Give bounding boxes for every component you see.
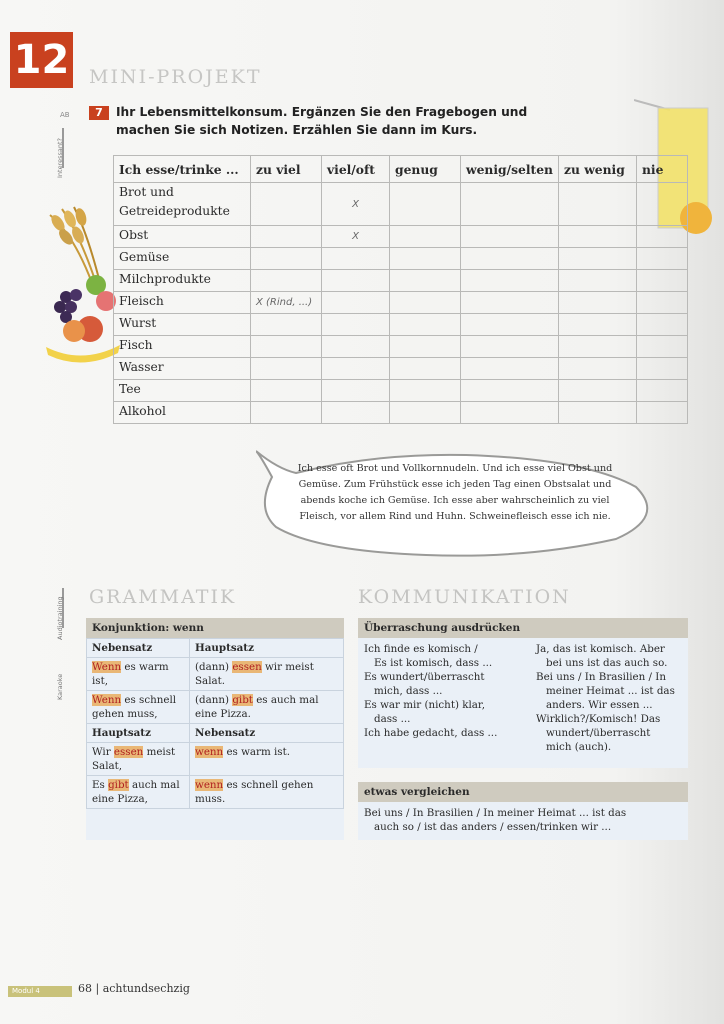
survey-mark-viel-oft [322,336,390,358]
grammar-table [86,638,344,809]
surprise-reply: Ja, das ist komisch. Aber [536,643,665,655]
surprise-phrase: Es ist komisch, dass ... [374,657,493,669]
survey-mark-viel-oft [322,270,390,292]
survey-mark-viel-oft [322,380,390,402]
survey-cell-genug [390,183,461,226]
survey-cell-nie [636,380,687,402]
task-number: 7 [89,106,109,120]
survey-food-cell: Wasser [114,358,251,380]
survey-food-cell: Tee [114,380,251,402]
survey-mark-viel-oft: X [322,183,390,226]
survey-cell-wenig-selten [461,336,559,358]
survey-col-viel-oft: viel/oft [322,156,390,183]
task-instruction: Ihr Lebensmittelkonsum. Ergänzen Sie den Fragebogen und machen Sie sich Notizen. Erzählen Sie dann im Kurs. [116,105,528,137]
survey-mark-zu-viel [251,270,322,292]
survey-cell-nie [636,314,687,336]
surprise-phrase: Ich habe gedacht, dass ... [364,727,498,739]
survey-mark-viel-oft: X [322,226,390,248]
survey-cell-zu-wenig [558,248,636,270]
surprise-reply: Wirklich?/Komisch! Das [536,713,661,725]
survey-cell-nie [636,402,687,424]
grammar-head-nebensatz: Nebensatz [87,639,190,658]
survey-cell-zu-wenig [558,336,636,358]
survey-mark-zu-viel [251,358,322,380]
survey-row [114,183,688,226]
grammar-cell: Wenn es warm ist, [87,658,190,691]
survey-cell-wenig-selten [461,292,559,314]
survey-cell-zu-wenig [558,380,636,402]
banana-icon [46,345,120,363]
wheat-icon [49,207,100,283]
survey-food-cell: Obst [114,226,251,248]
surprise-reply: meiner Heimat ... ist das [546,685,675,697]
grammar-cell: Es gibt auch mal eine Pizza, [87,776,190,809]
compare-phrase-1: Bei uns / In Brasilien / In meiner Heimat ... ist das [364,807,627,819]
survey-cell-zu-wenig [558,226,636,248]
survey-col-zu-wenig: zu wenig [558,156,636,183]
grammar-cell: wenn es schnell gehen muss. [190,776,344,809]
survey-col-wenig-selten: wenig/selten [461,156,559,183]
grammar-cell: (dann) essen wir meist Salat. [190,658,344,691]
chapter-number: 12 [10,32,73,88]
survey-cell-wenig-selten [461,380,559,402]
survey-cell-wenig-selten [461,314,559,336]
food-survey-table [113,155,688,424]
compare-box-title: etwas vergleichen [358,782,688,802]
surprise-reply: bei uns ist das auch so. [546,657,668,669]
kommunikation-title: KOMMUNIKATION [358,586,571,608]
grammar-cell: Wenn es schnell gehen muss, [87,691,190,724]
survey-row [114,380,688,402]
grapes-icon [54,289,82,323]
survey-cell-zu-wenig [558,292,636,314]
surprise-phrase: Es war mir (nicht) klar, [364,699,485,711]
surprise-box-title: Überraschung ausdrücken [358,618,688,638]
survey-cell-genug [390,270,461,292]
survey-mark-zu-viel [251,402,322,424]
compare-box [358,782,688,840]
survey-food-cell: Wurst [114,314,251,336]
survey-row [114,358,688,380]
survey-cell-wenig-selten [461,402,559,424]
survey-cell-wenig-selten [461,226,559,248]
survey-mark-zu-viel [251,226,322,248]
survey-cell-genug [390,380,461,402]
survey-mark-viel-oft [322,358,390,380]
survey-cell-nie [636,358,687,380]
survey-mark-zu-viel [251,380,322,402]
section-title-miniprojekt: MINI-PROJEKT [89,66,262,88]
grammar-box-title: Konjunktion: wenn [86,618,344,638]
survey-row [114,336,688,358]
grammar-cell: (dann) gibt es auch mal eine Pizza. [190,691,344,724]
speech-bubble-text: Ich esse oft Brot und Vollkornnudeln. Und ich esse viel Obst und Gemüse. Zum Frühstück esse ich jeden Tag einen Obstsalat und abends koche ich Gemüse. Ich esse aber wahrscheinlich zu viel Fleisch, vor allem Rind und Huhn. Schweinefleisch esse ich nie. [297,463,613,522]
survey-cell-zu-wenig [558,314,636,336]
survey-col-zu-viel: zu viel [251,156,322,183]
surprise-phrases-right [530,638,688,758]
survey-col-nie: nie [636,156,687,183]
survey-cell-genug [390,248,461,270]
survey-cell-genug [390,292,461,314]
survey-cell-zu-wenig [558,183,636,226]
side-tab-karaoke: Karaoke [56,673,64,700]
survey-row [114,314,688,336]
surprise-phrase: Es wundert/überrascht [364,671,485,683]
survey-mark-viel-oft [322,292,390,314]
survey-col-genug: genug [390,156,461,183]
survey-food-cell: Gemüse [114,248,251,270]
grammar-box [86,618,344,840]
surprise-phrase: dass ... [374,713,411,725]
surprise-reply: wundert/überrascht [546,727,651,739]
module-tag: Modul 4 [8,986,72,997]
survey-cell-wenig-selten [461,183,559,226]
survey-row [114,248,688,270]
survey-food-cell: Alkohol [114,402,251,424]
surprise-phrase: mich, dass ... [374,685,443,697]
survey-food-cell: Milchprodukte [114,270,251,292]
survey-cell-genug [390,314,461,336]
survey-cell-wenig-selten [461,358,559,380]
side-tab-audiotraining: Audiotraining [56,596,64,640]
survey-cell-nie [636,226,687,248]
survey-row [114,292,688,314]
compare-phrase-2: auch so / ist das anders / essen/trinken wir ... [374,821,612,833]
survey-cell-genug [390,336,461,358]
survey-cell-zu-wenig [558,358,636,380]
fruit-illustration [44,205,120,365]
surprise-reply: mich (auch). [546,741,612,753]
survey-cell-wenig-selten [461,248,559,270]
survey-cell-nie [636,336,687,358]
survey-cell-nie [636,292,687,314]
survey-mark-zu-viel [251,248,322,270]
grammar-head-nebensatz-2: Nebensatz [190,724,344,743]
ab-label: AB [60,111,70,119]
survey-food-cell: Fisch [114,336,251,358]
survey-mark-zu-viel [251,183,322,226]
grammar-head-hauptsatz-2: Hauptsatz [87,724,190,743]
survey-mark-zu-viel [251,336,322,358]
surprise-phrases-left [358,638,530,758]
survey-row [114,270,688,292]
surprise-reply: Bei uns / In Brasilien / In [536,671,666,683]
survey-mark-viel-oft [322,248,390,270]
side-tab-interessant: Interessant? [56,138,64,178]
survey-mark-zu-viel: X (Rind, ...) [251,292,322,314]
grammar-cell: wenn es warm ist. [190,743,344,776]
survey-mark-viel-oft [322,402,390,424]
survey-mark-viel-oft [322,314,390,336]
survey-cell-zu-wenig [558,270,636,292]
survey-food-cell: Brot und Getreideprodukte [114,183,251,226]
survey-mark-zu-viel [251,314,322,336]
grammar-cell: Wir essen meist Salat, [87,743,190,776]
grammar-head-hauptsatz: Hauptsatz [190,639,344,658]
survey-col-food: Ich esse/trinke ... [114,156,251,183]
survey-row [114,226,688,248]
survey-cell-nie [636,183,687,226]
survey-row [114,402,688,424]
surprise-reply: anders. Wir essen ... [546,699,653,711]
surprise-phrase: Ich finde es komisch / [364,643,478,655]
grammatik-title: GRAMMATIK [89,586,237,608]
survey-food-cell: Fleisch [114,292,251,314]
page-number: 68 | achtundsechzig [78,982,190,995]
survey-cell-nie [636,248,687,270]
survey-header-row [114,156,688,183]
survey-cell-genug [390,358,461,380]
survey-cell-genug [390,226,461,248]
survey-cell-zu-wenig [558,402,636,424]
survey-cell-wenig-selten [461,270,559,292]
survey-cell-nie [636,270,687,292]
surprise-box [358,618,688,768]
survey-cell-genug [390,402,461,424]
